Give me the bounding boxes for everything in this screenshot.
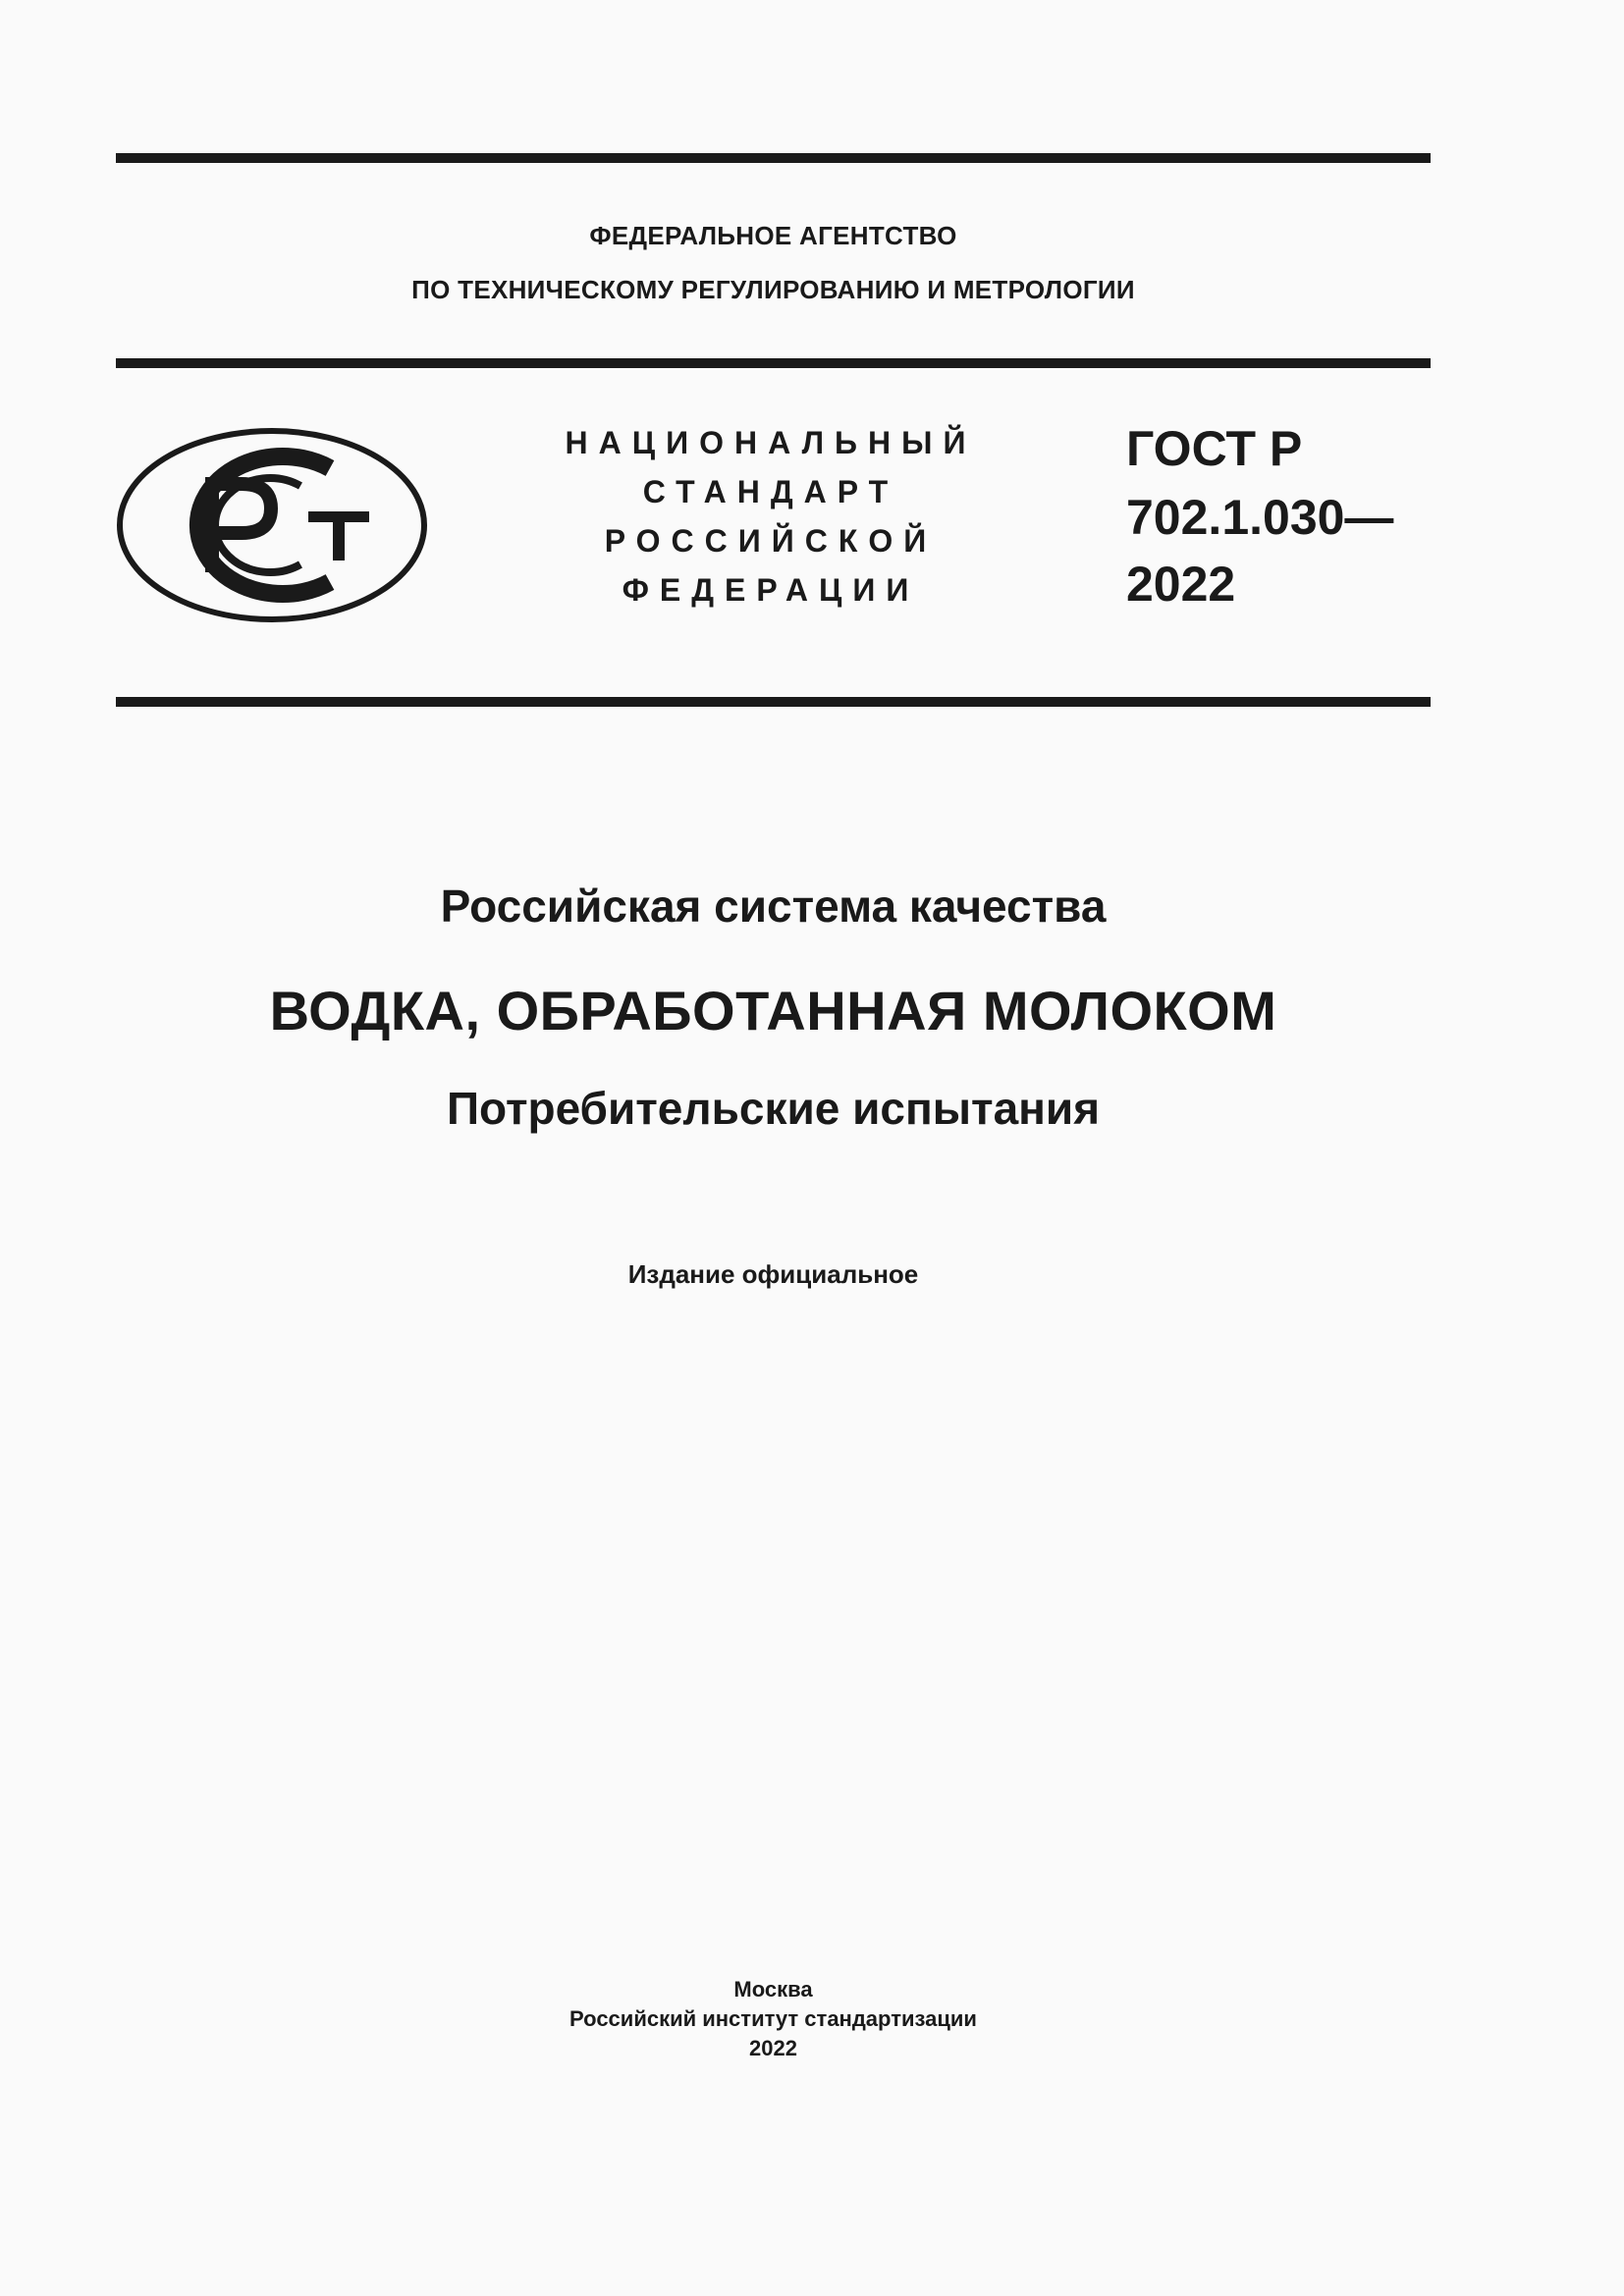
- document-main-title: ВОДКА, ОБРАБОТАННАЯ МОЛОКОМ: [269, 980, 1277, 1041]
- imprint-year: 2022: [749, 2036, 797, 2060]
- imprint-city: Москва: [733, 1977, 813, 2002]
- standard-designation-line-1: ГОСТ Р: [1126, 421, 1303, 476]
- standard-type-line-3: РОССИЙСКОЙ: [604, 523, 938, 559]
- middle-rule: [116, 358, 1431, 368]
- quality-system-title: Российская система качества: [440, 881, 1107, 932]
- standard-type-line-1: НАЦИОНАЛЬНЫЙ: [565, 425, 977, 460]
- standard-designation-line-2: 702.1.030—: [1126, 490, 1394, 545]
- standard-designation-line-3: 2022: [1126, 557, 1236, 612]
- imprint-publisher: Российский институт стандартизации: [569, 2006, 977, 2031]
- edition-label: Издание официальное: [627, 1259, 919, 1289]
- rst-certification-mark-icon: [116, 427, 428, 623]
- agency-name-line-2: ПО ТЕХНИЧЕСКОМУ РЕГУЛИРОВАНИЮ И МЕТРОЛОГИИ: [411, 275, 1135, 304]
- top-rule: [116, 153, 1431, 163]
- standard-type-line-4: ФЕДЕРАЦИИ: [622, 572, 920, 608]
- lower-rule: [116, 697, 1431, 707]
- document-subtitle: Потребительские испытания: [446, 1083, 1101, 1134]
- standard-type-line-2: СТАНДАРТ: [642, 474, 899, 509]
- agency-name-line-1: ФЕДЕРАЛЬНОЕ АГЕНТСТВО: [589, 221, 957, 250]
